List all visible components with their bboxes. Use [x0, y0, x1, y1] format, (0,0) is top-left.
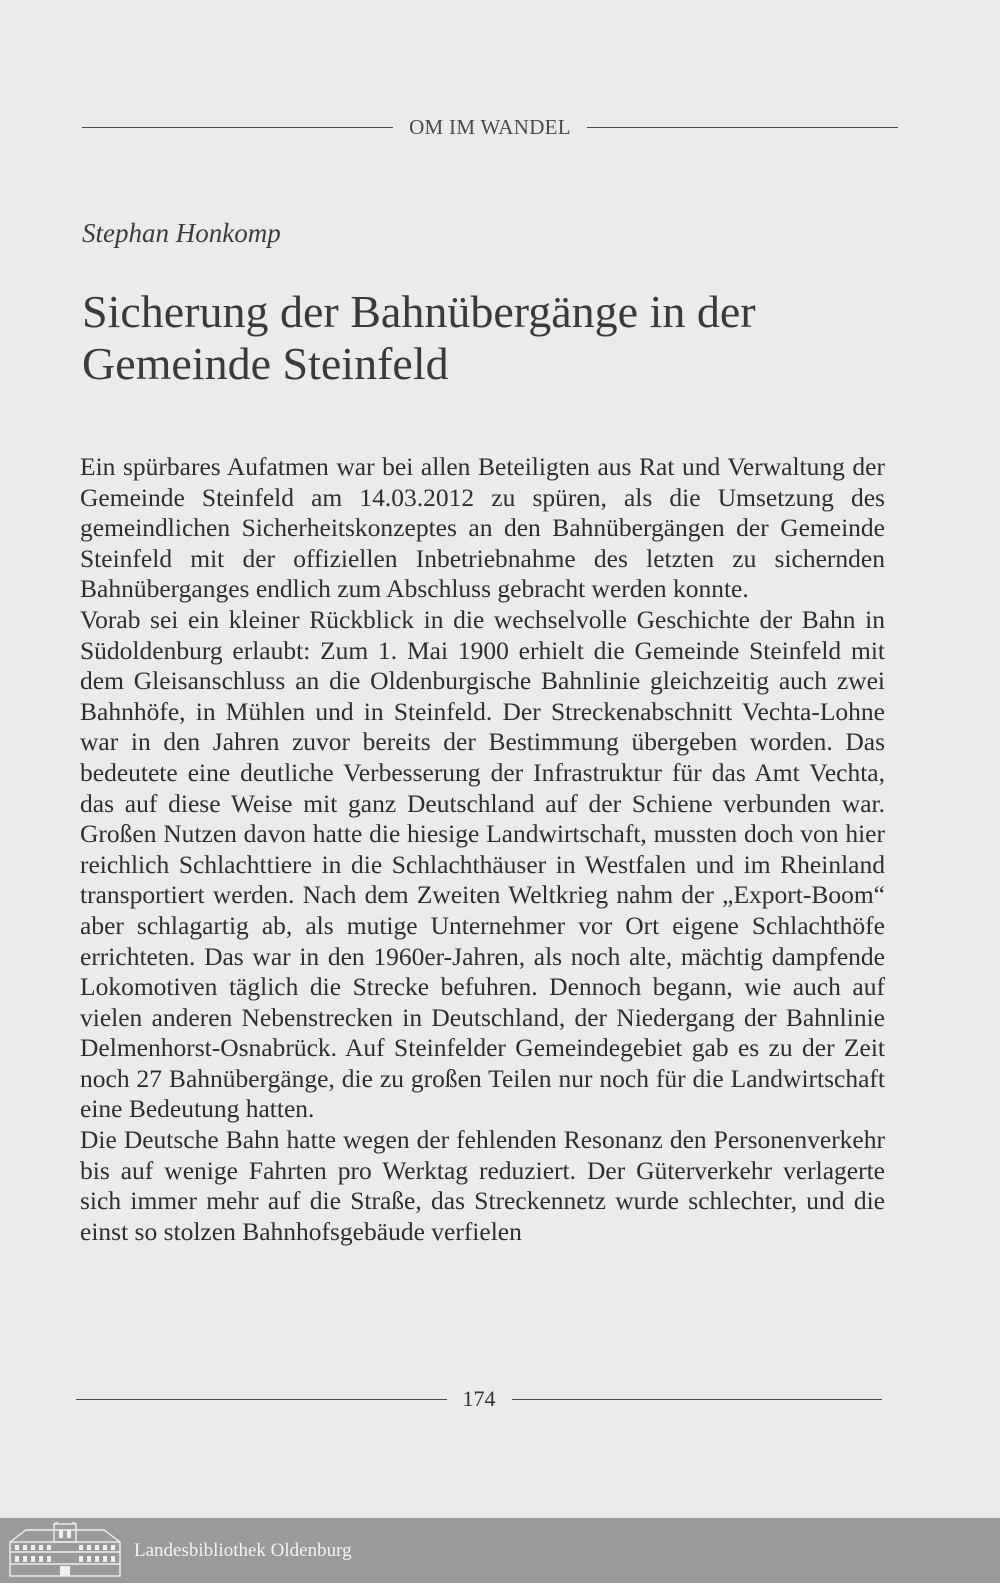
footer-rule-left [76, 1399, 447, 1400]
page-number: 174 [462, 1386, 496, 1411]
body-paragraph: Ein spürbares Aufatmen war bei allen Beteiligten aus Rat und Verwaltung der Gemeinde Steinfeld am 14.03.2012 zu spüren, als die Umsetzung des gemeindlichen Sicherheitskonzeptes an den Bahnübergängen der Gemeinde Steinfeld mit der offiziellen Inbetriebnahme des letzten zu sichernden Bahnüberganges endlich zum Abschluss gebracht werden konnte. [80, 452, 885, 604]
article-author: Stephan Honkomp [82, 218, 281, 248]
library-bar [0, 1518, 1000, 1583]
page-footer [76, 1384, 882, 1414]
article-body [80, 452, 885, 1247]
body-paragraph: Die Deutsche Bahn hatte wegen der fehlenden Resonanz den Personenverkehr bis auf wenige Fahrten pro Werktag reduziert. Der Güterverkehr verlagerte sich immer mehr auf die Straße, das Streckennetz wurde schlechter, und die einst so stolzen Bahnhofsgebäude verfielen [80, 1125, 885, 1246]
body-paragraph: Vorab sei ein kleiner Rückblick in die wechselvolle Geschichte der Bahn in Südoldenburg erlaubt: Zum 1. Mai 1900 erhielt die Gemeinde Steinfeld mit dem Gleisanschluss an die Oldenburgische Bahnlinie gleichzeitig auch zwei Bahnhöfe, in Mühlen und in Steinfeld. Der Streckenabschnitt Vechta-Lohne war in den Jahren zuvor bereits der Bestimmung übergeben worden. Das bedeutete eine deutliche Verbesserung der Infrastruktur für das Amt Vechta, das auf diese Weise mit ganz Deutschland auf der Schiene verbunden war. Großen Nutzen davon hatte die hiesige Landwirtschaft, mussten doch von hier reichlich Schlachttiere in die Schlachthäuser in Westfalen und im Rheinland transportiert werden. Nach dem Zweiten Weltkrieg nahm der „Export-Boom“ aber schlagartig ab, als mutige Unternehmer vor Ort eigene Schlachthöfe errichteten. Das war in den 1960er-Jahren, als noch alte, mächtig dampfende Lokomotiven täglich die Strecke befuhren. Dennoch begann, wie auch auf vielen anderen Nebenstrecken in Deutschland, der Niedergang der Bahnlinie Delmenhorst-Osnabrück. Auf Steinfelder Gemeindegebiet gab es zu der Zeit noch 27 Bahnübergänge, die zu großen Teilen nur noch für die Landwirtschaft eine Bedeutung hatten. [80, 604, 885, 1124]
library-building-icon [6, 1522, 124, 1579]
article-title: Sicherung der Bahnübergänge in der Gemeinde Steinfeld [82, 286, 756, 389]
header-rule-right [587, 127, 898, 128]
library-name: Landesbibliothek Oldenburg [134, 1539, 352, 1561]
running-header [82, 112, 898, 142]
header-rule-left [82, 127, 393, 128]
running-title: OM IM WANDEL [409, 114, 571, 139]
footer-rule-right [512, 1399, 883, 1400]
